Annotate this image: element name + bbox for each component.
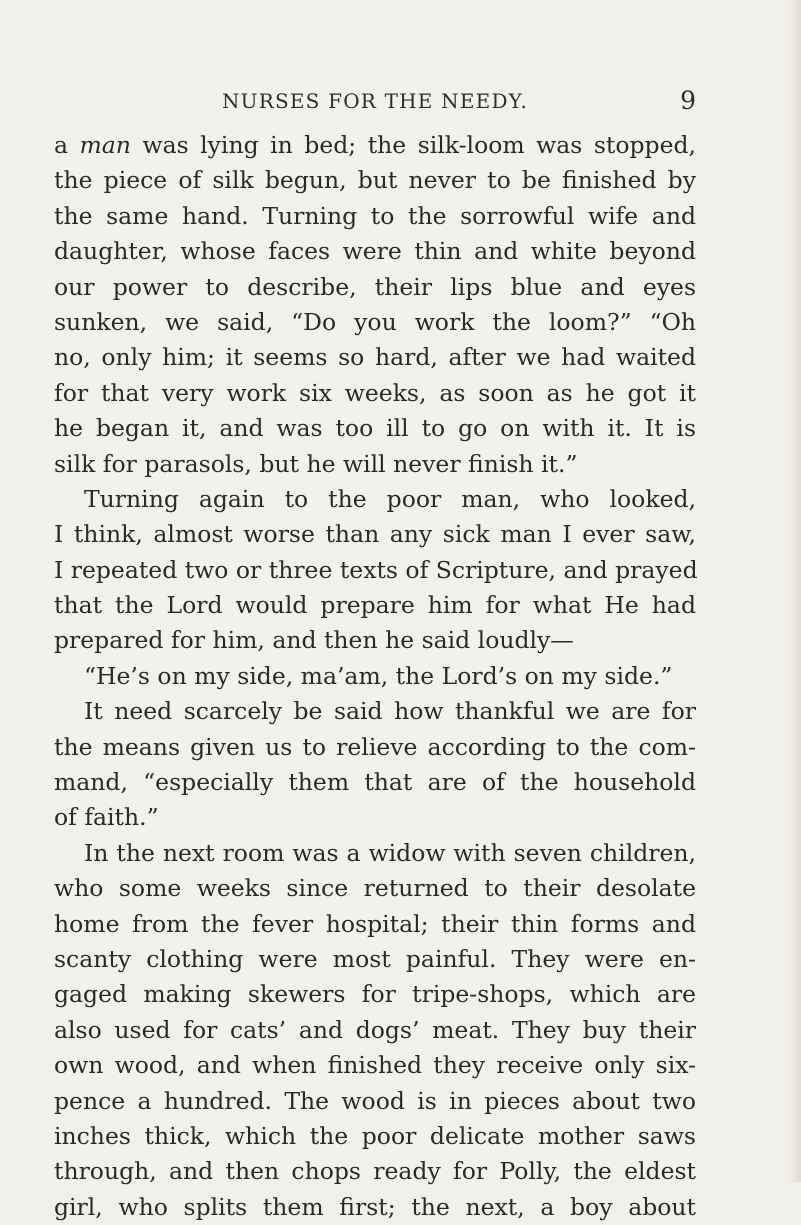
text-line-9: he began it, and was too ill to go on with it. It is xyxy=(54,414,696,443)
text-line-14: that the Lord would prepare him for what He had xyxy=(54,591,696,620)
italic-word: man xyxy=(79,131,131,159)
text-line-1: a man was lying in bed; the silk-loom was stopped, xyxy=(54,131,696,159)
text-line-3: the same hand. Turning to the sorrowful wife and xyxy=(54,201,696,230)
text-line-10: silk for parasols, but he will never finish it.” xyxy=(54,449,578,478)
text-line-12: I think, almost worse than any sick man I ever saw, xyxy=(54,520,696,549)
text-line-17: It need scarcely be said how thankful we are for xyxy=(84,697,696,726)
text-line-15: prepared for him, and then he said loudly— xyxy=(54,626,574,655)
text-line-20: of faith.” xyxy=(54,803,159,832)
text-line-30: through, and then chops ready for Polly, the eldest xyxy=(54,1157,696,1186)
text-line-4: daughter, whose faces were thin and white beyond xyxy=(54,237,696,266)
body-text xyxy=(54,128,696,1225)
text-line-18: the means given us to relieve according to the com- xyxy=(54,732,696,761)
page-edge-shadow xyxy=(787,0,801,1182)
text-line-6: sunken, we said, “Do you work the loom?” “Oh xyxy=(54,307,696,336)
text-line-16: “He’s on my side, ma’am, the Lord’s on my side.” xyxy=(84,661,673,690)
text-line-24: scanty clothing were most painful. They were en- xyxy=(54,944,696,973)
text-line-19: mand, “especially them that are of the household xyxy=(54,768,696,797)
text-line-31: girl, who splits them first; the next, a boy about xyxy=(54,1192,696,1221)
text-line-23: home from the fever hospital; their thin forms and xyxy=(54,909,696,938)
text-line-27: own wood, and when finished they receive only six- xyxy=(54,1051,696,1080)
text-line-11: Turning again to the poor man, who looked, xyxy=(84,484,696,513)
page-number: 9 xyxy=(680,86,696,115)
text-line-21: In the next room was a widow with seven children, xyxy=(84,838,696,867)
text-line-2: the piece of silk begun, but never to be finished by xyxy=(54,166,696,195)
page-header xyxy=(54,86,696,116)
text-line-28: pence a hundred. The wood is in pieces about two xyxy=(54,1086,696,1115)
text-line-7: no, only him; it seems so hard, after we had waited xyxy=(54,343,696,372)
text-line-26: also used for cats’ and dogs’ meat. They buy their xyxy=(54,1015,696,1044)
running-title: NURSES FOR THE NEEDY. xyxy=(221,89,529,113)
text-line-13: I repeated two or three texts of Scripture, and prayed xyxy=(54,555,698,584)
text-line-5: our power to describe, their lips blue and eyes xyxy=(54,272,696,301)
text-line-22: who some weeks since returned to their desolate xyxy=(54,874,696,903)
text-line-25: gaged making skewers for tripe-shops, which are xyxy=(54,980,696,1009)
text-line-8: for that very work six weeks, as soon as he got it xyxy=(54,378,696,407)
text-line-29: inches thick, which the poor delicate mother saws xyxy=(54,1121,696,1150)
